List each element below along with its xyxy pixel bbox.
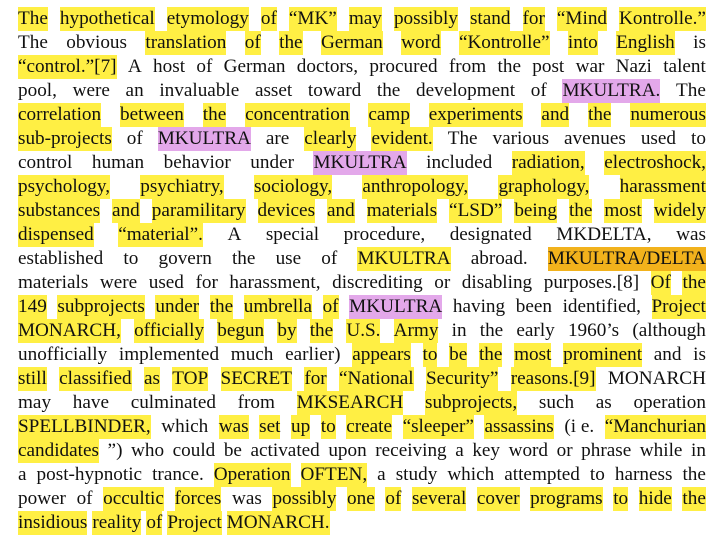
highlighted-word: “Mind	[556, 8, 608, 29]
highlighted-word: for	[304, 368, 327, 389]
text-line	[18, 199, 706, 223]
highlighted-word: “Manchurian	[604, 416, 706, 437]
highlighted-word: “MK”	[288, 8, 337, 29]
highlighted-word: translation	[145, 32, 227, 53]
word: is	[693, 344, 706, 365]
word: was	[676, 224, 706, 245]
highlighted-word: anthropology,	[362, 176, 469, 197]
highlighted-word: MKULTRA	[357, 248, 451, 269]
text-line	[18, 175, 706, 199]
highlighted-word: clearly	[304, 128, 357, 149]
highlighted-word: still	[18, 368, 47, 389]
word: or	[556, 440, 573, 461]
highlighted-word: be	[449, 344, 468, 365]
word: such	[538, 392, 575, 413]
highlighted-word: of	[322, 296, 339, 317]
highlighted-word: to	[320, 416, 336, 437]
word: identified,	[562, 296, 641, 317]
word: a	[455, 440, 464, 461]
text-line	[18, 367, 706, 391]
word: MONARCH	[607, 368, 706, 389]
highlighted-word: The	[18, 8, 48, 29]
highlighted-word: the	[279, 32, 303, 53]
highlighted-word: the	[202, 104, 227, 125]
highlighted-word: umbrella	[243, 296, 312, 317]
word: a	[18, 464, 27, 485]
word: which	[447, 464, 495, 485]
highlighted-word: MONARCH.	[226, 512, 330, 533]
word: the	[479, 320, 504, 341]
highlighted-word: between	[119, 104, 184, 125]
highlighted-word: reasons.[9]	[510, 368, 596, 389]
highlighted-word: several	[411, 488, 467, 509]
word: much	[230, 344, 274, 365]
word: ”)	[107, 440, 123, 461]
word: an	[125, 80, 144, 101]
word: procedure,	[343, 224, 426, 245]
highlighted-word: most	[514, 344, 552, 365]
word: host	[153, 56, 186, 77]
word: war	[575, 56, 605, 77]
highlighted-word: of	[260, 8, 277, 29]
highlighted-word: candidates	[18, 440, 99, 461]
highlighted-word: Army	[393, 320, 439, 341]
word: of	[321, 248, 338, 269]
highlighted-word: officially	[134, 320, 205, 341]
highlighted-word: to	[422, 344, 438, 365]
text-line	[18, 247, 706, 271]
highlighted-word: create	[346, 416, 393, 437]
highlighted-word: 149	[18, 296, 47, 317]
highlighted-word: Kontrolle.”	[619, 8, 706, 29]
highlighted-word: “sleeper”	[402, 416, 474, 437]
word: development	[416, 80, 516, 101]
word: asset	[254, 80, 293, 101]
highlighted-word: numerous	[630, 104, 706, 125]
highlighted-word: graphology,	[498, 176, 590, 197]
highlighted-word: reality	[92, 512, 142, 533]
word: The	[18, 32, 48, 53]
word: are	[265, 128, 290, 149]
highlighted-word: camp	[368, 104, 410, 125]
highlighted-word: and	[112, 200, 140, 221]
word: (i e.	[564, 416, 595, 437]
word: the	[231, 248, 256, 269]
word: included	[426, 152, 493, 173]
highlighted-word: MKULTRA.	[562, 80, 661, 101]
highlighted-word: of	[146, 512, 163, 533]
highlighted-word: assassins	[484, 416, 554, 437]
word: culminated	[130, 392, 216, 413]
word: of	[76, 488, 93, 509]
highlighted-word: OFTEN,	[300, 464, 368, 485]
highlighted-word: may	[348, 8, 382, 29]
highlighted-word: experiments	[428, 104, 523, 125]
word: is	[693, 32, 706, 53]
word: to	[690, 128, 706, 149]
word: post-hypnotic	[36, 464, 143, 485]
word: and	[653, 344, 682, 365]
text-line	[18, 7, 706, 31]
word: activated	[250, 440, 320, 461]
text-line	[18, 55, 706, 79]
word: the	[376, 80, 401, 101]
highlighted-word: “Kontrolle”	[458, 32, 550, 53]
word: discrediting	[332, 272, 423, 293]
text-line	[18, 151, 706, 175]
highlighted-word: forces	[174, 488, 222, 509]
word: who	[131, 440, 165, 461]
highlighted-word: paramilitary	[151, 200, 246, 221]
word: govern	[158, 248, 212, 269]
highlighted-word: Security”	[425, 368, 499, 389]
word: as	[595, 392, 612, 413]
highlighted-word: programs	[530, 488, 603, 509]
word: was	[231, 488, 262, 509]
highlighted-word: and	[541, 104, 570, 125]
word: having	[452, 296, 506, 317]
highlighted-word: was	[218, 416, 249, 437]
highlighted-word: concentration	[245, 104, 350, 125]
word: harness	[614, 464, 673, 485]
highlighted-word: “National	[339, 368, 414, 389]
word: MKDELTA,	[556, 224, 652, 245]
highlighted-word: electroshock,	[604, 152, 706, 173]
highlighted-word: Of	[650, 272, 671, 293]
highlighted-word: evident.	[371, 128, 433, 149]
highlighted-word: the	[682, 488, 706, 509]
word: earlier)	[285, 344, 341, 365]
word: harassment,	[229, 272, 321, 293]
highlighted-word: MKULTRA	[349, 296, 443, 317]
word: German	[223, 56, 286, 77]
highlighted-word: “control.”[7]	[18, 56, 117, 77]
highlighted-word: etymology	[166, 8, 249, 29]
text-line	[18, 295, 706, 319]
highlighted-word: “LSD”	[449, 200, 503, 221]
word: special	[265, 224, 320, 245]
word: have	[72, 392, 109, 413]
word: unofficially	[18, 344, 108, 365]
highlighted-word: devices	[257, 200, 316, 221]
text-line	[18, 511, 706, 535]
word: invaluable	[159, 80, 240, 101]
word: purposes.[8]	[543, 272, 640, 293]
word: (although	[632, 320, 706, 341]
word: while	[639, 440, 683, 461]
text-line	[18, 31, 706, 55]
word: of	[196, 56, 213, 77]
word: word	[508, 440, 549, 461]
word: A	[127, 56, 142, 77]
highlighted-word: begun	[217, 320, 265, 341]
word: control	[18, 152, 73, 173]
highlighted-word: occultic	[103, 488, 164, 509]
word: from	[237, 392, 275, 413]
word: were	[72, 80, 110, 101]
word: been	[515, 296, 552, 317]
word: Nazi	[615, 56, 652, 77]
highlighted-word: insidious	[18, 512, 88, 533]
highlighted-word: English	[616, 32, 675, 53]
highlighted-word: widely	[653, 200, 706, 221]
word: toward	[307, 80, 362, 101]
text-line	[18, 439, 706, 463]
highlighted-word: psychology,	[18, 176, 111, 197]
word: trance.	[152, 464, 204, 485]
highlighted-word: sub-projects	[18, 128, 112, 149]
highlighted-word: the	[568, 200, 593, 221]
word: human	[91, 152, 145, 173]
word: established	[18, 248, 104, 269]
highlighted-word: of	[385, 488, 402, 509]
highlighted-word: dispensed	[18, 224, 94, 245]
highlighted-word: one	[347, 488, 375, 509]
word: the	[497, 56, 521, 77]
highlighted-word: MKSEARCH	[296, 392, 404, 413]
highlighted-word: TOP	[172, 368, 209, 389]
word: obvious	[66, 32, 127, 53]
highlighted-word: the	[478, 344, 503, 365]
highlighted-word: MONARCH,	[18, 320, 121, 341]
word: doctors,	[296, 56, 359, 77]
word: were	[99, 272, 138, 293]
word: receiving	[375, 440, 447, 461]
highlighted-word: the	[588, 104, 612, 125]
highlighted-word: into	[567, 32, 598, 53]
text-line	[18, 223, 706, 247]
word: power	[18, 488, 66, 509]
word: procured	[369, 56, 438, 77]
highlighted-word: Project	[651, 296, 706, 317]
word: avenues	[564, 128, 626, 149]
word: which	[161, 416, 209, 437]
word: be	[223, 440, 242, 461]
word: 1960’s	[567, 320, 620, 341]
word: may	[18, 392, 52, 413]
word: The	[447, 128, 478, 149]
highlighted-word: cover	[476, 488, 520, 509]
highlighted-word: radiation,	[511, 152, 585, 173]
word: use	[275, 248, 302, 269]
highlighted-word: for	[522, 8, 545, 29]
word: behavior	[163, 152, 231, 173]
word: attempted	[504, 464, 580, 485]
highlighted-word: and	[327, 200, 355, 221]
highlighted-word: SECRET	[220, 368, 292, 389]
highlighted-word: MKULTRA/DELTA	[547, 248, 706, 269]
word: post	[532, 56, 565, 77]
highlighted-word: substances	[18, 200, 101, 221]
word: study	[395, 464, 438, 485]
highlighted-word: subprojects,	[424, 392, 518, 413]
word: or	[434, 272, 451, 293]
word: operation	[633, 392, 706, 413]
text-line	[18, 79, 706, 103]
highlighted-word: MKULTRA	[313, 152, 407, 173]
highlighted-word: to	[613, 488, 629, 509]
highlighted-word: under	[155, 296, 200, 317]
word: for	[195, 272, 218, 293]
word: key	[472, 440, 501, 461]
word: pool,	[18, 80, 57, 101]
highlighted-word: harassment	[619, 176, 706, 197]
highlighted-word: as	[143, 368, 160, 389]
highlighted-word: “material”.	[118, 224, 203, 245]
highlighted-word: subprojects	[57, 296, 145, 317]
word: to	[123, 248, 139, 269]
text-line	[18, 463, 706, 487]
word: talent	[663, 56, 706, 77]
highlighted-word: SPELLBINDER,	[18, 416, 151, 437]
text-line	[18, 415, 706, 439]
highlighted-word: materials	[366, 200, 438, 221]
word: a	[377, 464, 386, 485]
text-line	[18, 103, 706, 127]
word: disabling	[461, 272, 533, 293]
highlighted-word: German	[320, 32, 383, 53]
word: of	[530, 80, 547, 101]
highlighted-word: classified	[59, 368, 132, 389]
word: designated	[449, 224, 532, 245]
word: in	[690, 440, 706, 461]
word: A	[227, 224, 242, 245]
word: to	[589, 464, 605, 485]
word: the	[682, 464, 706, 485]
word: phrase	[581, 440, 632, 461]
highlighted-word: set	[259, 416, 281, 437]
highlighted-word: of	[244, 32, 261, 53]
word: from	[448, 56, 487, 77]
highlighted-word: up	[291, 416, 311, 437]
text-line	[18, 343, 706, 367]
highlighted-word: prominent	[563, 344, 643, 365]
highlighted-word: sociology,	[253, 176, 333, 197]
text-line	[18, 271, 706, 295]
highlighted-word: hypothetical	[59, 8, 155, 29]
text-line	[18, 319, 706, 343]
word: in	[451, 320, 467, 341]
highlighted-word: stand	[469, 8, 511, 29]
highlighted-word: appears	[352, 344, 411, 365]
word: of	[126, 128, 143, 149]
word: upon	[328, 440, 367, 461]
highlighted-word: U.S.	[346, 320, 381, 341]
highlighted-word: most	[604, 200, 642, 221]
highlighted-word: hide	[638, 488, 672, 509]
highlighted-word: possibly	[393, 8, 458, 29]
text-line	[18, 127, 706, 151]
word: under	[250, 152, 294, 173]
word: early	[516, 320, 555, 341]
highlighted-word: by	[277, 320, 297, 341]
word: various	[492, 128, 550, 149]
word: implemented	[118, 344, 220, 365]
word: could	[172, 440, 216, 461]
highlighted-word: MKULTRA	[157, 128, 251, 149]
word: materials	[18, 272, 89, 293]
word: used	[148, 272, 184, 293]
highlighted-word: possibly	[272, 488, 337, 509]
highlighted-word: word	[401, 32, 441, 53]
highlighted-word: correlation	[18, 104, 102, 125]
highlighted-word: the	[682, 272, 706, 293]
word: abroad.	[470, 248, 528, 269]
highlighted-word: psychiatry,	[140, 176, 224, 197]
highlighted-word: Project	[167, 512, 222, 533]
text-line	[18, 391, 706, 415]
highlighted-word: Operation	[213, 464, 291, 485]
highlighted-word: being	[514, 200, 557, 221]
highlighted-word: the	[209, 296, 234, 317]
highlighted-word: the	[309, 320, 334, 341]
text-line	[18, 487, 706, 511]
word: The	[676, 80, 706, 101]
word: used	[640, 128, 676, 149]
